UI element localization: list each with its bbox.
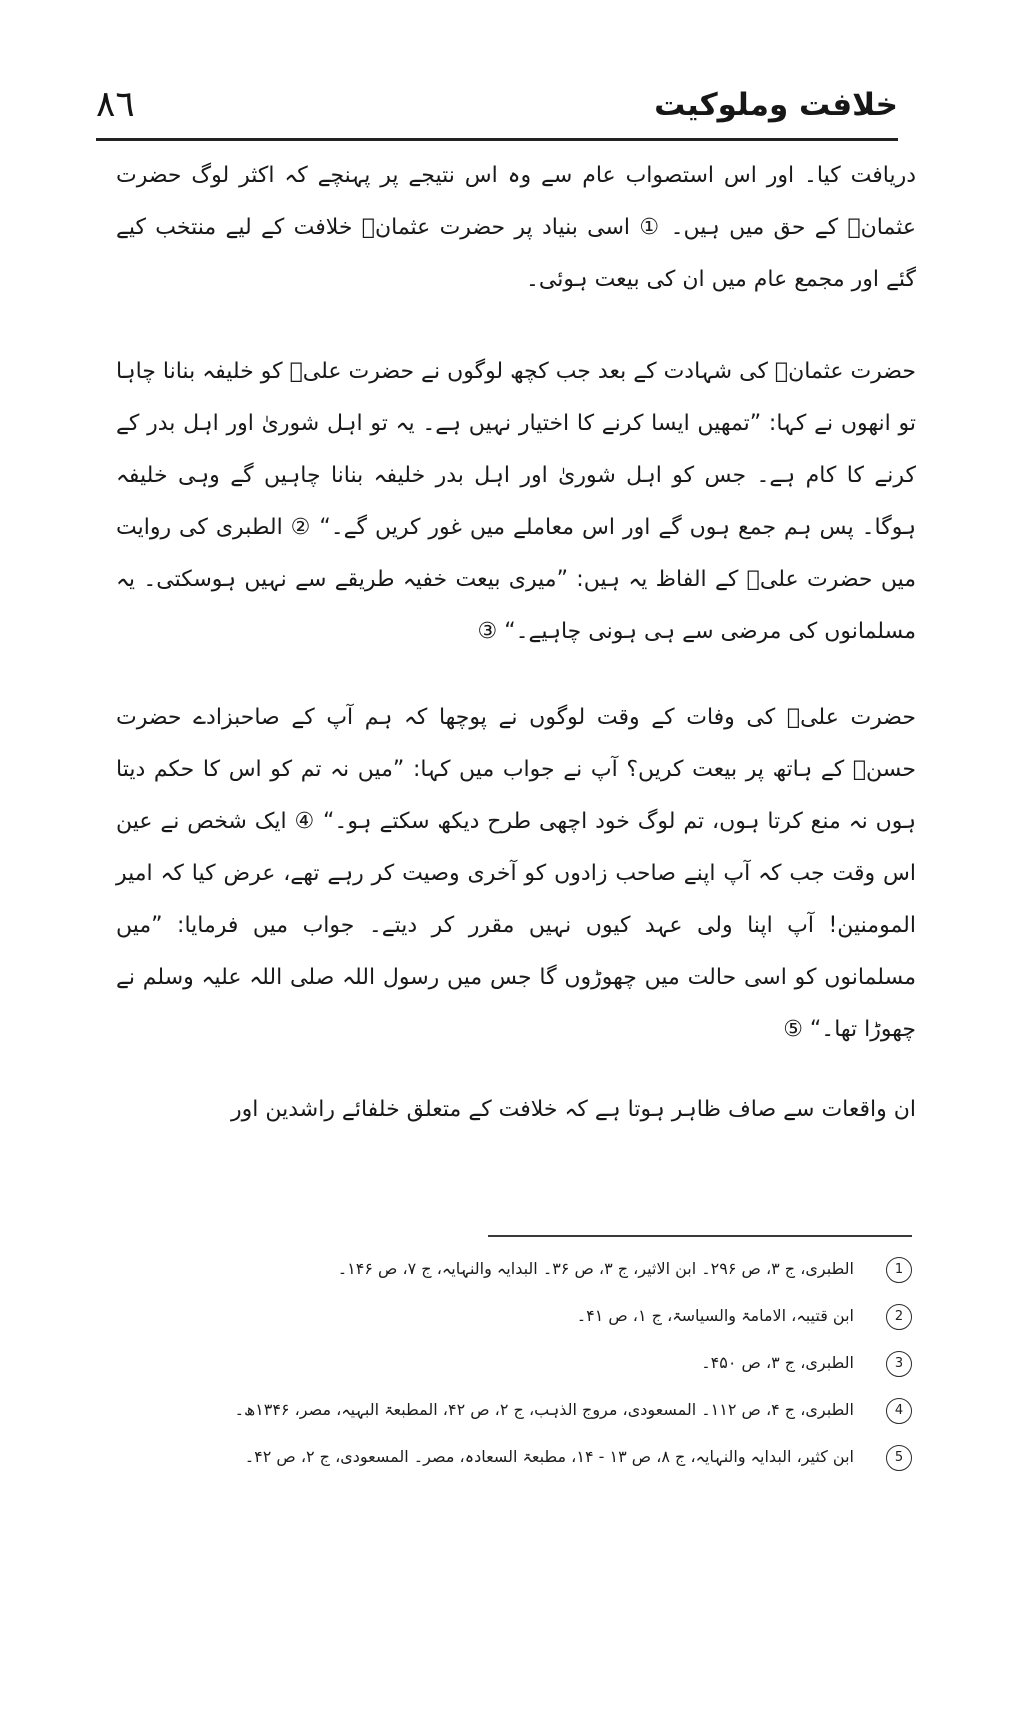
paragraph-1: دریافت کیا۔ اور اس استصواب عام سے وہ اس نتیجے پر پہنچے کہ اکثر لوگ حضرت عثمانؓ کے حق میں ہیں۔ ① اسی بنیاد پر حضرت عثمانؓ خلافت کے لیے منتخب کیے گئے اور مجمع عام میں ان کی بیعت ہوئی۔ <box>116 163 916 292</box>
paragraph-2: حضرت عثمانؓ کی شہادت کے بعد جب کچھ لوگوں نے حضرت علیؓ کو خلیفہ بنانا چاہا تو انھوں نے کہا: ”تمھیں ایسا کرنے کا اختیار نہیں ہے۔ یہ تو اہل شوریٰ اور اہل بدر کے کرنے کا کام ہے۔ جس کو اہل شوریٰ اور اہل بدر خلیفہ بنانا چاہیں گے وہی خلیفہ ہوگا۔ پس ہم جمع ہوں گے اور اس معاملے میں غور کریں گے۔“ ② الطبری کی روایت میں حضرت علیؓ کے الفاظ یہ ہیں: ”میری بیعت خفیہ طریقے سے نہیں ہوسکتی۔ یہ مسلمانوں کی مرضی سے ہی ہونی چاہیے۔“ ③ <box>116 359 916 644</box>
footnote-text: الطبری، ج ۴، ص ۱۱۲۔ المسعودی، مروج الذہب، ج ۲، ص ۴۲، المطبعۃ البہیہ، مصر، ۱۳۴۶ھ۔ <box>234 1400 854 1419</box>
footnote-marker: 2 <box>886 1304 912 1330</box>
footnote-text: ابن کثیر، البدایہ والنہایہ، ج ۸، ص ۱۳ - ۱۴، مطبعۃ السعادہ، مصر۔ المسعودی، ج ۲، ص ۴۲۔ <box>244 1447 854 1466</box>
footnote-item <box>206 1350 912 1388</box>
footnote-text: ابن قتیبہ، الامامۃ والسیاسۃ، ج ۱، ص ۴۱۔ <box>576 1306 854 1325</box>
paragraph-4: ان واقعات سے صاف ظاہر ہوتا ہے کہ خلافت کے متعلق خلفائے راشدین اور <box>231 1097 916 1122</box>
footnote-marker: 3 <box>886 1351 912 1377</box>
footnote-marker: 1 <box>886 1257 912 1283</box>
footnote-item <box>206 1303 912 1341</box>
main-text <box>116 150 916 1136</box>
footnote-marker: 4 <box>886 1398 912 1424</box>
page-header <box>96 82 898 140</box>
footnote-text: الطبری، ج ۳، ص ۴۵۰۔ <box>701 1353 854 1372</box>
footnote-marker: 5 <box>886 1445 912 1471</box>
paragraph-3: حضرت علیؓ کی وفات کے وقت لوگوں نے پوچھا کہ ہم آپ کے صاحبزادے حضرت حسنؓ کے ہاتھ پر بیعت کریں؟ آپ نے جواب میں کہا: ”میں نہ تم کو اس کا حکم دیتا ہوں نہ منع کرتا ہوں، تم لوگ خود اچھی طرح دیکھ سکتے ہو۔“ ④ ایک شخص نے عین اس وقت جب کہ آپ اپنے صاحب زادوں کو آخری وصیت کر رہے تھے، عرض کیا کہ امیر المومنین! آپ اپنا ولی عہد کیوں نہیں مقرر کر دیتے۔ جواب میں فرمایا: ”میں مسلمانوں کو اسی حالت میں چھوڑوں گا جس میں رسول اللہ صلی اللہ علیہ وسلم نے چھوڑا تھا۔“ ⑤ <box>116 705 916 1042</box>
footnote-text: الطبری، ج ۳، ص ۲۹۶۔ ابن الاثیر، ج ۳، ص ۳۶۔ البدایہ والنہایہ، ج ۷، ص ۱۴۶۔ <box>337 1259 854 1278</box>
header-divider <box>96 138 898 141</box>
footnote-item <box>206 1397 912 1435</box>
running-title: خلافت وملوکیت <box>654 87 898 123</box>
footnote-item <box>206 1444 912 1482</box>
footnote-divider <box>488 1235 912 1237</box>
footnotes <box>206 1256 912 1491</box>
footnote-item <box>206 1256 912 1294</box>
page-number: ٨٦ <box>96 84 135 125</box>
